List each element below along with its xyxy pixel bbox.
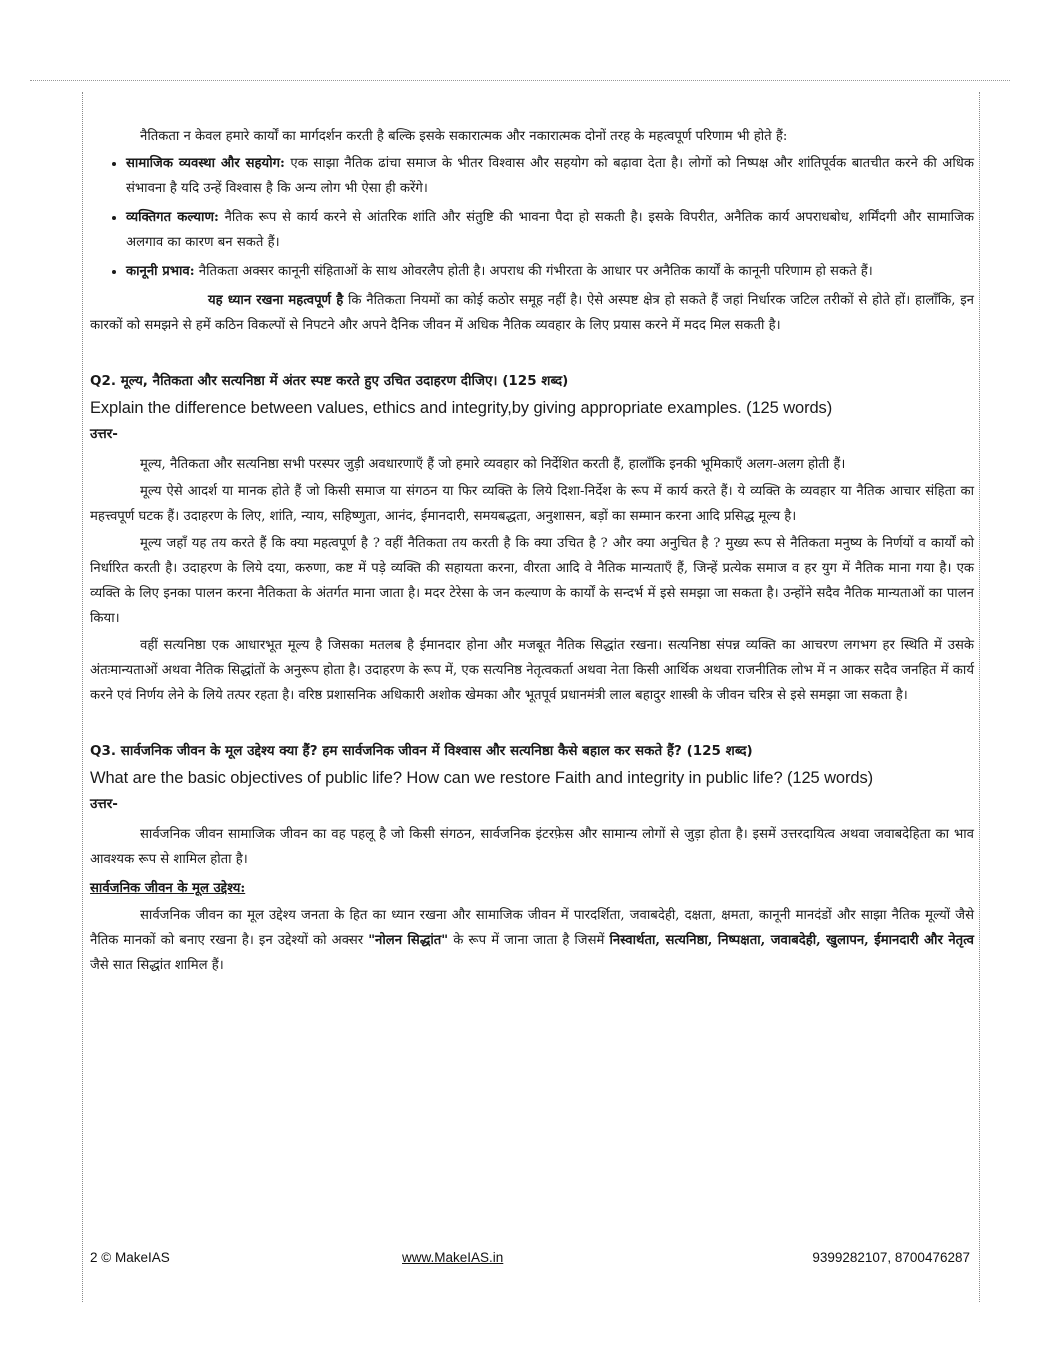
page-footer [90, 1250, 970, 1274]
note-paragraph [90, 288, 974, 338]
list-item [126, 205, 974, 255]
bullet-text: एक साझा नैतिक ढांचा समाज के भीतर विश्वास और सहयोग को बढ़ावा देता है। लोगों को निष्पक्ष और शांतिपूर्वक बातचीत करने की अधिक संभावना है यदि उन्हें विश्वास है कि अन्य लोग भी ऐसा ही करेंगे। [126, 156, 974, 196]
scan-top-border [30, 80, 1010, 81]
q2-title-english: Explain the difference between values, ethics and integrity,by giving appropriate examples. (125 words) [90, 399, 833, 417]
bullet-text: नैतिकता अक्सर कानूनी संहिताओं के साथ ओवरलैप होती है। अपराध की गंभीरता के आधार पर अनैतिक कार्यों के कानूनी परिणाम हो सकते हैं। [194, 264, 873, 279]
footer-website-link[interactable]: www.MakeIAS.in [402, 1250, 504, 1265]
bullet-text: नैतिक रूप से कार्य करने से आंतरिक शांति और संतुष्टि की भावना पैदा हो सकती है। इसके विपरीत, अनैतिक कार्य अपराधबोध, शर्मिंदगी और सामाजिक अलगाव का कारण बन सकते हैं। [126, 210, 974, 250]
footer-phone-numbers: 9399282107, 8700476287 [812, 1250, 970, 1265]
q3-text-end: जैसे सात सिद्धांत शामिल हैं। [90, 958, 224, 973]
list-item [126, 151, 974, 201]
q2-paragraph: मूल्य, नैतिकता और सत्यनिष्ठा सभी परस्पर जुड़ी अवधारणाएँ हैं जो हमारे व्यवहार को निर्देशित करती हैं, हालाँकि इनकी भूमिकाएँ अलग-अलग होती हैं। [140, 457, 846, 472]
q2-title-hindi: Q2. मूल्य, नैतिकता और सत्यनिष्ठा में अंतर स्पष्ट करते हुए उचित उदाहरण दीजिए। (125 शब्द) [90, 373, 569, 389]
seven-principles: निस्वार्थता, सत्यनिष्ठा, निष्पक्षता, जवाबदेही, खुलापन, ईमानदारी और नेतृत्व [609, 933, 974, 948]
note-text: कि नैतिकता नियमों का कोई कठोर समूह नहीं है। ऐसे अस्पष्ट क्षेत्र हो सकते हैं जहां निर्धारक जटिल तरीकों से होते हों। हालाँकि, इन कारकों को समझने से हमें कठिन विकल्पों से निपटने और अपने दैनिक जीवन में अधिक नैतिक व्यवहार के लिए प्रयास करने में मदद मिल सकती है। [90, 293, 974, 333]
q3-subheading: सार्वजनिक जीवन के मूल उद्देश्य: [90, 881, 246, 896]
q3-answer-label: उत्तर- [90, 796, 118, 812]
bullet-label: कानूनी प्रभाव: [126, 264, 195, 279]
q3-text-mid: के रूप में जाना जाता है जिसमें [448, 933, 610, 948]
page-content [90, 124, 974, 980]
q3-title-english: What are the basic objectives of public life? How can we restore Faith and integrity in public life? (125 words) [90, 769, 874, 787]
q2-paragraph: मूल्य ऐसे आदर्श या मानक होते हैं जो किसी समाज या संगठन या फिर व्यक्ति के लिये दिशा-निर्देश के रूप में कार्य करते हैं। ये व्यक्ति के व्यवहार या नैतिक आचार संहिता का महत्त्वपूर्ण घटक हैं। उदाहरण के लिए, शांति, न्याय, सहिष्णुता, आनंद, ईमानदारी, समयबद्धता, अनुशासन, बड़ों का सम्मान करना आदि प्रसिद्ध मूल्य है। [90, 484, 974, 524]
question-2 [90, 368, 974, 708]
bullet-label: सामाजिक व्यवस्था और सहयोग: [126, 156, 285, 171]
bullet-label: व्यक्तिगत कल्याण: [126, 210, 219, 225]
q3-title-hindi: Q3. सार्वजनिक जीवन के मूल उद्देश्य क्या हैं? हम सार्वजनिक जीवन में विश्वास और सत्यनिष्ठा कैसे बहाल कर सकते हैं? (125 शब्द) [90, 743, 753, 759]
q2-answer-label: उत्तर- [90, 426, 118, 442]
q3-text-start: सार्वजनिक जीवन का मूल उद्देश्य जनता के हित का ध्यान रखना और सामाजिक जीवन में पारदर्शिता, जवाबदेही, दक्षता, क्षमता, कानूनी मानदंडों और साझा नैतिक मूल्यों जैसे नैतिक मानकों को बनाए रखना है। इन उद्देश्यों को अक्सर [90, 908, 974, 948]
list-item [126, 259, 974, 284]
question-3 [90, 738, 974, 978]
consequences-list [90, 151, 974, 284]
nolan-principles: "नोलन सिद्धांत" [368, 933, 449, 948]
intro-paragraph: नैतिकता न केवल हमारे कार्यों का मार्गदर्शन करती है बल्कि इसके सकारात्मक और नकारात्मक दोनों तरह के महत्वपूर्ण परिणाम भी होते हैं: [140, 129, 788, 144]
note-bold: यह ध्यान रखना महत्वपूर्ण है [208, 293, 344, 308]
q2-paragraph: वहीं सत्यनिष्ठा एक आधारभूत मूल्य है जिसका मतलब है ईमानदार होना और मजबूत नैतिक सिद्धांत रखना। सत्यनिष्ठा संपन्न व्यक्ति का आचरण लगभग हर स्थिति में उसके अंतःमान्यताओं अथवा नैतिक सिद्धांतों के अनुरूप होता है। उदाहरण के रूप में, एक सत्यनिष्ठ नेतृत्वकर्ता अथवा नेता किसी आर्थिक अथवा राजनीतिक लोभ में न आकर सदैव जनहित में कार्य करने एवं निर्णय लेने के लिये तत्पर रहता है। वरिष्ठ प्रशासनिक अधिकारी अशोक खेमका और भूतपूर्व प्रधानमंत्री लाल बहादुर शास्त्री के जीवन चरित्र से इसे समझा जा सकता है। [90, 638, 974, 703]
footer-page-number: 2 © MakeIAS [90, 1250, 170, 1265]
q3-paragraph [90, 903, 974, 978]
q3-intro: सार्वजनिक जीवन सामाजिक जीवन का वह पहलू है जो किसी संगठन, सार्वजनिक इंटरफ़ेस और सामान्य लोगों से जुड़ा होता है। इसमें उत्तरदायित्व अथवा जवाबदेहिता का भाव आवश्यक रूप से शामिल होता है। [90, 827, 974, 867]
q2-paragraph: मूल्य जहाँ यह तय करते हैं कि क्या महत्वपूर्ण है ? वहीं नैतिकता तय करती है कि क्या उचित है ? और क्या अनुचित है ? मुख्य रूप से नैतिकता मनुष्य के निर्णयों व कार्यों को निर्धारित करती है। उदाहरण के लिये दया, करुणा, कष्ट में पड़े व्यक्ति की सहायता करना, वीरता आदि वे नैतिक मान्यताएँ हैं, जिन्हें प्रत्येक समाज व हर युग में नैतिक माना गया है। एक व्यक्ति के लिए इनका पालन करना नैतिकता के अंतर्गत माना जाता है। मदर टेरेसा के जन कल्याण के कार्यों के सन्दर्भ में इसे समझा जा सकता है। उन्होंने सदैव नैतिक मान्यताओं का पालन किया। [90, 536, 974, 626]
